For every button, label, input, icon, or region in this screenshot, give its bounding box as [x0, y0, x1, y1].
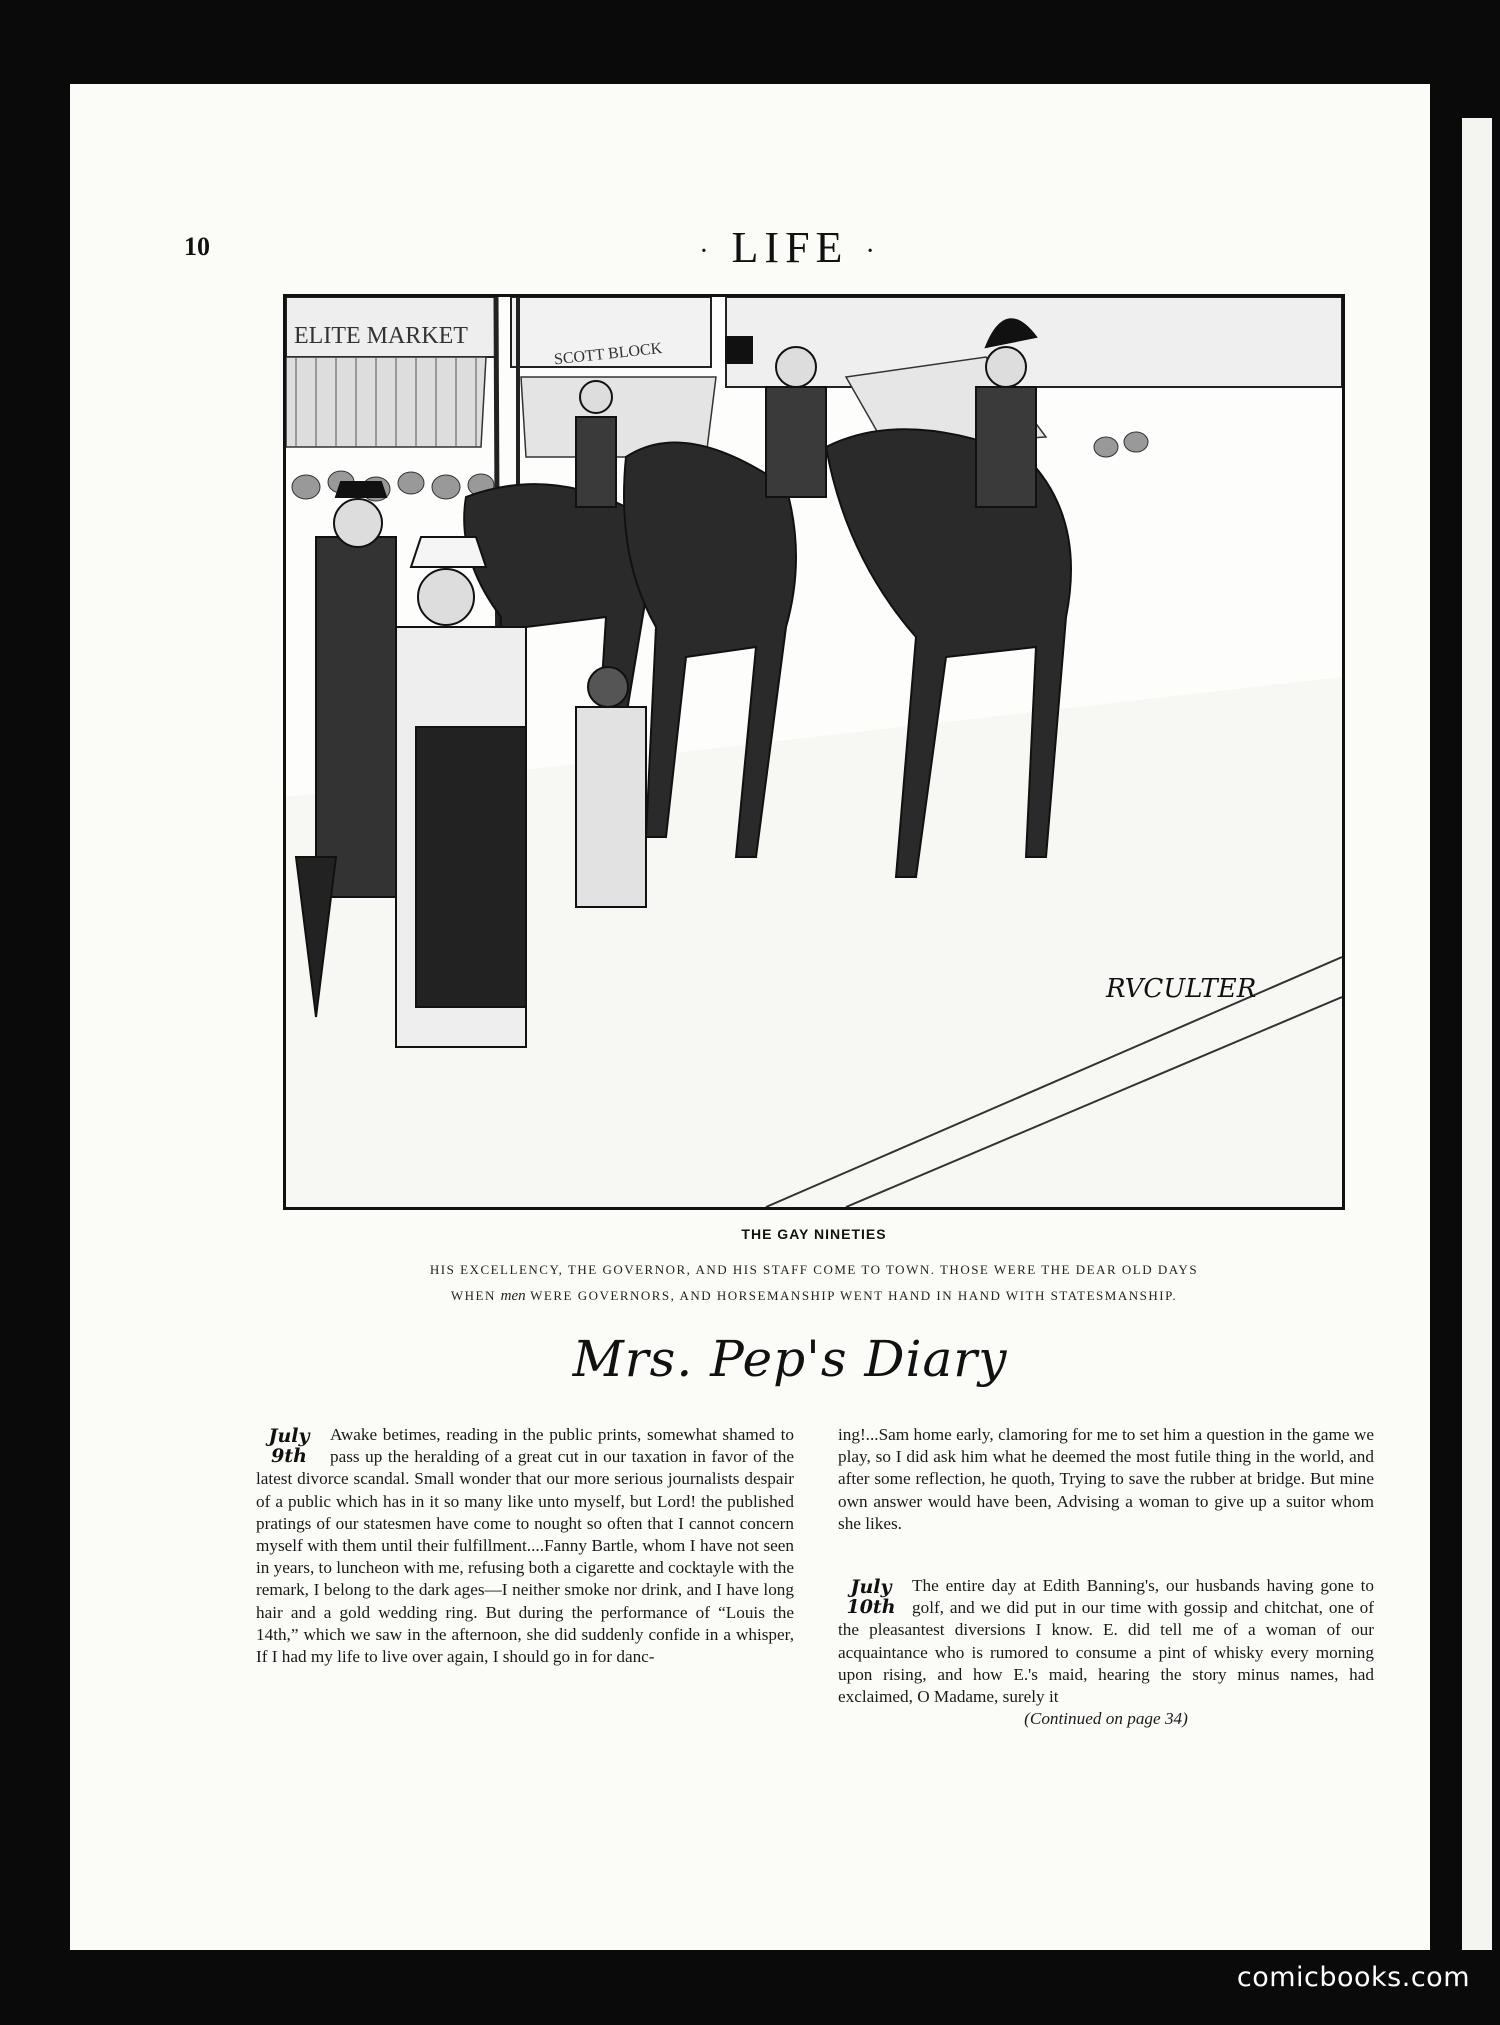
article-title: Mrs. Pep's Diary	[572, 1330, 1008, 1388]
masthead-title: LIFE	[731, 223, 849, 272]
sign-scott-block: SCOTT BLOCK	[553, 340, 664, 369]
date-day: 10th	[846, 1596, 896, 1619]
date-day: 9th	[271, 1445, 307, 1467]
date-july-9th	[256, 1426, 322, 1466]
diary-entry-july-10: The entire day at Edith Banning's, our husbands having gone to golf, and we did put in our time with gossip and chitchat, one of the pleasantest diversions I know. E. did tell me of a woman of our acquaintance who is rumored to consume a pint of whisky every morning upon rising, and how E.'s maid, hearing the story minus names, had exclaimed, O Madame, surely it	[838, 1576, 1374, 1707]
date-july-10th	[838, 1577, 904, 1617]
next-page-edge	[1462, 118, 1492, 1950]
page-number: 10	[184, 232, 210, 261]
caption-line2-end: WERE GOVERNORS, AND HORSEMANSHIP WENT HAND IN HAND WITH STATESMANSHIP.	[530, 1288, 1178, 1303]
date-month: July	[268, 1425, 310, 1447]
article-column-left	[256, 1424, 794, 1668]
masthead-dot-right: ·	[865, 235, 881, 267]
cartoon-caption-line-2	[283, 1288, 1345, 1305]
masthead	[600, 222, 980, 273]
site-watermark: comicbooks.com	[1236, 1962, 1470, 1993]
caption-line2-emphasis: men	[500, 1288, 526, 1304]
cartoon-caption-line-1: HIS EXCELLENCY, THE GOVERNOR, AND HIS STAFF COME TO TOWN. THOSE WERE THE DEAR OLD DAYS	[429, 1262, 1199, 1277]
diary-entry-july-9: Awake betimes, reading in the public prints, somewhat shamed to pass up the heralding of a great cut in our taxation in favor of the latest divorce scandal. Small wonder that our more serious journalists despair of a public which has in it so many like unto myself, but Lord! the published pratings of our statesmen have come to nought so often that I cannot concern myself with them until their fulfillment....Fanny Bartle, whom I have not seen in years, to luncheon with me, refusing both a cigarette and cocktayle with the remark, I belong to the dark ages—I neither smoke nor drink, and I have long hair and a gold wedding ring. But during the performance of “Louis the 14th,” which we saw in the afternoon, she did suddenly confide in a whisper, If I had my life to live over again, I should go in for danc-	[256, 1425, 794, 1667]
diary-entry-july-10-block	[838, 1575, 1374, 1708]
sign-elite-market: ELITE MARKET	[294, 323, 468, 349]
date-month: July	[850, 1576, 892, 1599]
artist-signature: RVCULTER	[1106, 974, 1257, 1004]
continued-note: (Continued on page 34)	[1024, 1709, 1188, 1729]
article-column-right	[838, 1424, 1374, 1730]
caption-line2-start: WHEN	[450, 1288, 496, 1303]
parade-drawing	[286, 297, 1342, 1207]
cartoon-illustration	[283, 294, 1345, 1210]
cartoon-title: THE GAY NINETIES	[741, 1226, 887, 1242]
diary-entry-july-9-continued: ing!...Sam home early, clamoring for me to set him a question in the game we play, so I did ask him what he deemed the most futile thing in the world, and after some reflection, he quoth, Trying to save the rubber at bridge. But mine own answer would have been, Advising a woman to give up a suitor whom she likes.	[838, 1425, 1374, 1533]
masthead-dot-left: ·	[699, 235, 715, 267]
